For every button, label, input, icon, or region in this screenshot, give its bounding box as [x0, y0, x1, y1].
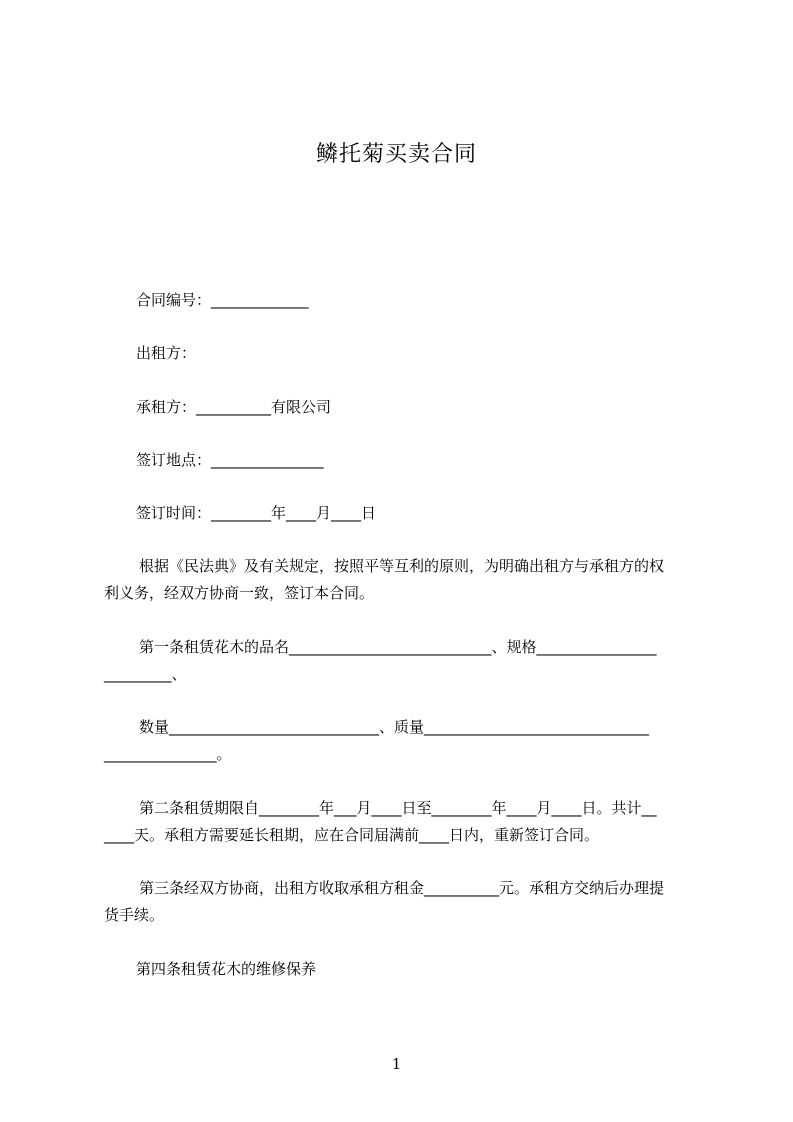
preamble-line: 根据《民法典》及有关规定，按照平等互利的原则，为明确出租方与承租方的权 [139, 557, 665, 575]
document-title: 鳞托菊买卖合同 [315, 142, 477, 167]
article-3-line: 第三条经双方协商，出租方收取承租方租金__________元。承租方交纳后办理提 [139, 879, 665, 897]
article-3-line: 货手续。 [104, 906, 165, 924]
sign-time-field: 签订时间：________年____月____日 [136, 504, 377, 522]
page-number: 1 [391, 1055, 402, 1073]
article-2-line: 第二条租赁期限自________年___月____日至________年____月____日。共计__ [139, 799, 657, 817]
preamble-line: 利义务，经双方协商一致，签订本合同。 [104, 584, 375, 602]
article-1b-line: 数量____________________________、质量______________________________ [139, 718, 650, 736]
article-1-line: 第一条租赁花木的品名___________________________、规格________________ [139, 638, 657, 656]
sign-place-field: 签订地点：_______________ [136, 451, 324, 469]
article-2-line: ____天。承租方需要延长租期，应在合同届满前____日内，重新签订合同。 [104, 826, 600, 844]
lessor-field: 出租方： [136, 344, 197, 362]
lessee-field: 承租方：__________有限公司 [136, 398, 332, 416]
article-1-line: _________、 [104, 665, 187, 683]
article-4-heading: 第四条租赁花木的维修保养 [136, 960, 317, 978]
article-1b-line: _______________。 [104, 745, 232, 763]
contract-number-field: 合同编号：_____________ [136, 291, 309, 309]
